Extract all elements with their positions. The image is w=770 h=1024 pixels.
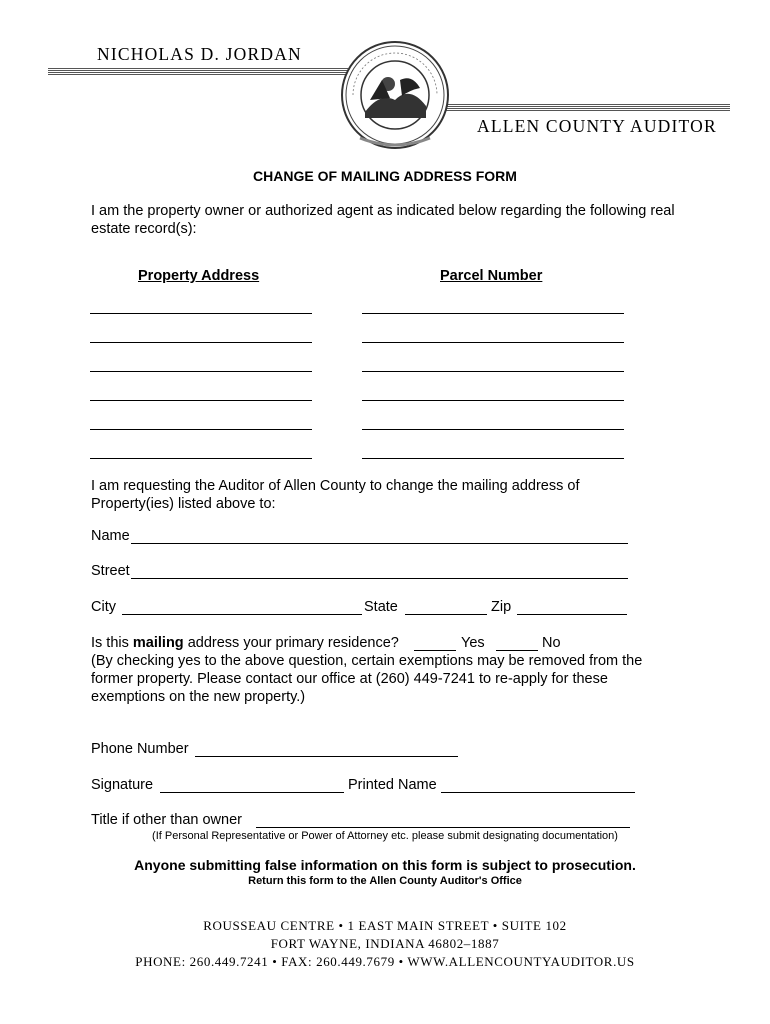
- parcel-number-line[interactable]: [362, 313, 624, 314]
- footer-address: ROUSSEAU CENTRE • 1 EAST MAIN STREET • SUITE 102: [203, 918, 567, 933]
- phone-label: Phone Number: [91, 741, 189, 757]
- parcel-number-line[interactable]: [362, 429, 624, 430]
- yes-blank[interactable]: [414, 650, 456, 651]
- title-note: (If Personal Representative or Power of Attorney etc. please submit designating documentation): [152, 830, 618, 842]
- parcel-number-heading: Parcel Number: [440, 268, 543, 284]
- property-address-line[interactable]: [90, 371, 312, 372]
- zip-field[interactable]: [517, 614, 627, 615]
- state-label: State: [364, 599, 398, 615]
- parcel-number-line[interactable]: [362, 371, 624, 372]
- parcel-number-line[interactable]: [362, 458, 624, 459]
- city-field[interactable]: [122, 614, 362, 615]
- no-blank[interactable]: [496, 650, 538, 651]
- street-field[interactable]: [131, 578, 628, 579]
- residence-question-emphasis: mailing: [132, 635, 184, 651]
- footer-contact: PHONE: 260.449.7241 • FAX: 260.449.7679 • WWW.ALLENCOUNTYAUDITOR.US: [135, 954, 635, 969]
- exemption-note: (By checking yes to the above question, certain exemptions may be removed from the former property. Please contact our office at (260) 449-7241 to re-apply for these exemptions on the new property.): [91, 653, 643, 705]
- residence-question-text-2: address your primary residence?: [183, 635, 399, 651]
- property-address-line[interactable]: [90, 313, 312, 314]
- parcel-number-line[interactable]: [362, 342, 624, 343]
- auditor-office: ALLEN COUNTY AUDITOR: [477, 116, 717, 136]
- name-field[interactable]: [131, 543, 628, 544]
- prosecution-warning: Anyone submitting false information on this form is subject to prosecution.: [134, 857, 636, 873]
- no-label: No: [542, 635, 561, 651]
- letterhead-swoosh-right: [440, 104, 730, 112]
- phone-field[interactable]: [195, 756, 458, 757]
- signature-field[interactable]: [160, 792, 344, 793]
- city-label: City: [91, 599, 116, 615]
- zip-label: Zip: [491, 599, 512, 615]
- county-seal-icon: [340, 40, 450, 150]
- residence-question-text: Is this: [91, 635, 133, 651]
- return-instructions: Return this form to the Allen County Auditor's Office: [248, 875, 522, 887]
- state-field[interactable]: [405, 614, 487, 615]
- yes-label: Yes: [461, 635, 485, 651]
- title-label: Title if other than owner: [91, 812, 242, 828]
- form-title: CHANGE OF MAILING ADDRESS FORM: [253, 168, 517, 184]
- printed-name-field[interactable]: [441, 792, 635, 793]
- signature-label: Signature: [91, 777, 154, 793]
- footer-city: FORT WAYNE, INDIANA 46802–1887: [270, 936, 500, 951]
- request-paragraph: I am requesting the Auditor of Allen County to change the mailing address of Property(ies) listed above to:: [91, 478, 580, 512]
- property-address-line[interactable]: [90, 429, 312, 430]
- residence-question: [91, 635, 399, 651]
- intro-paragraph: I am the property owner or authorized agent as indicated below regarding the following real estate record(s):: [91, 203, 675, 237]
- property-address-line[interactable]: [90, 342, 312, 343]
- parcel-number-line[interactable]: [362, 400, 624, 401]
- printed-name-label: Printed Name: [348, 777, 437, 793]
- title-field[interactable]: [256, 827, 630, 828]
- auditor-name: NICHOLAS D. JORDAN: [97, 44, 302, 64]
- property-address-heading: Property Address: [138, 268, 260, 284]
- property-address-line[interactable]: [90, 458, 312, 459]
- name-label: Name: [91, 528, 130, 544]
- street-label: Street: [91, 563, 130, 579]
- letterhead-swoosh-left: [48, 68, 348, 76]
- property-address-line[interactable]: [90, 400, 312, 401]
